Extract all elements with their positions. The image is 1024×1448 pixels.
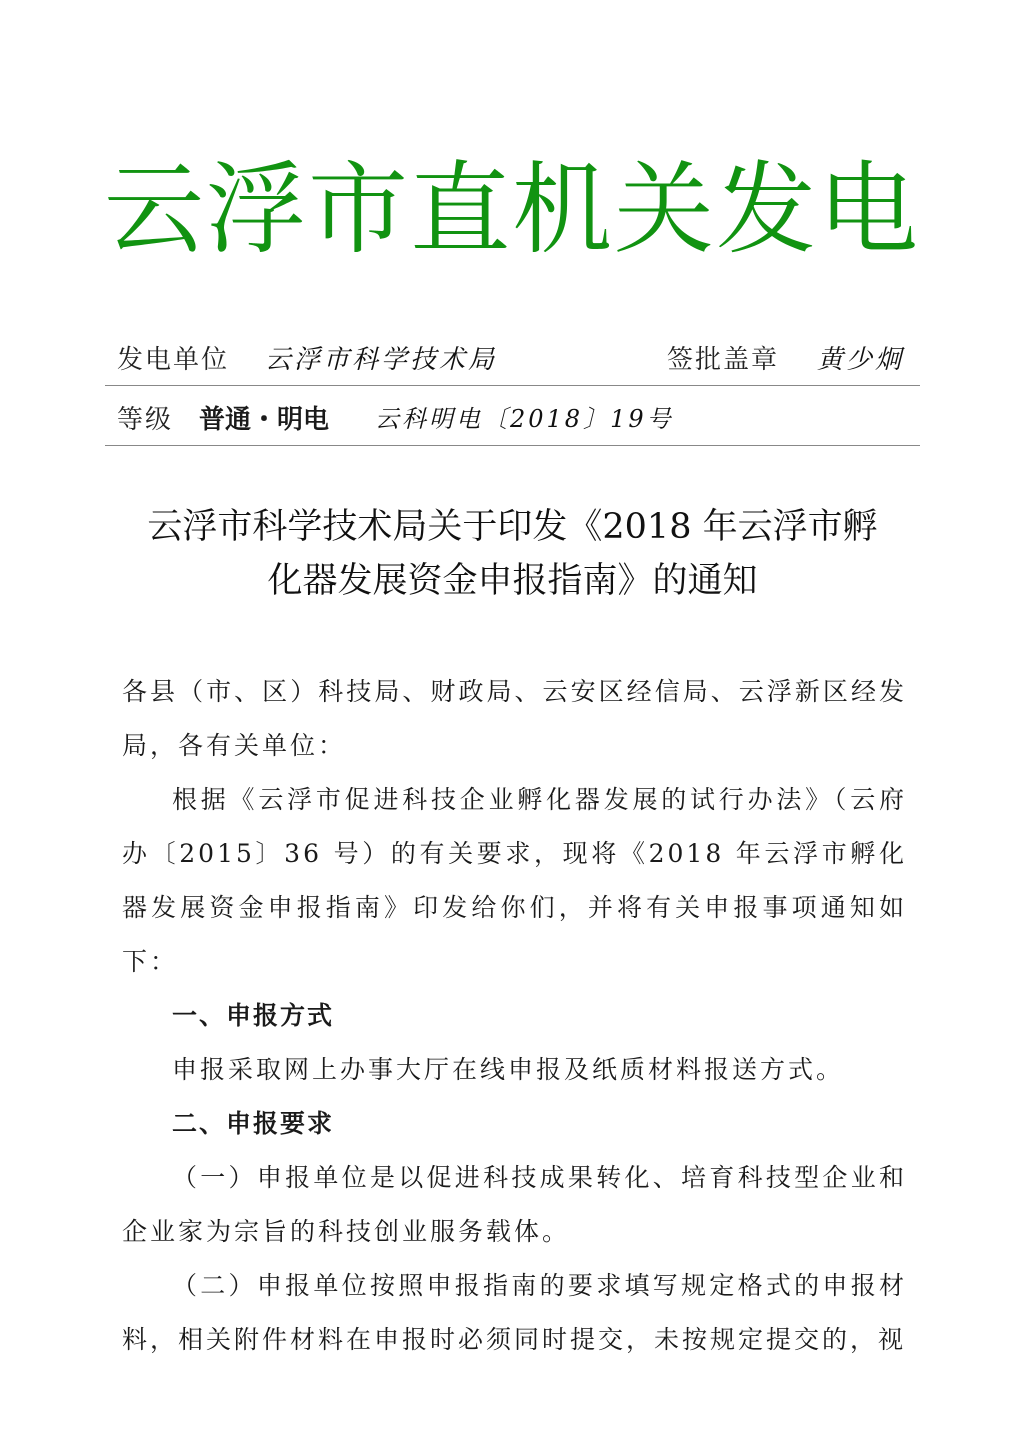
section-1-text: 申报采取网上办事大厅在线申报及纸质材料报送方式。 xyxy=(172,1055,845,1084)
approval-signature: 黄少炯 xyxy=(817,345,905,375)
document-title-line-2: 化器发展资金申报指南》的通知 xyxy=(267,561,758,601)
masthead-title: 云浮市直机关发电 xyxy=(104,151,920,268)
section-2-item-1: （一）申报单位是以促进科技成果转化、培育科技型企业和企业家为宗旨的科技创业服务载体。 xyxy=(122,1163,907,1246)
doc-number: 云科明电〔2018〕19号 xyxy=(375,405,674,433)
section-1-heading: 一、申报方式 xyxy=(172,1001,335,1030)
grade-value: 普通・明电 xyxy=(199,405,330,435)
document-title xyxy=(105,500,920,608)
document-title-line-1: 云浮市科学技术局关于印发《2018 年云浮市孵 xyxy=(147,507,878,547)
document-body xyxy=(122,665,907,1367)
grade-label: 等级 xyxy=(117,405,174,435)
addressee: 各县（市、区）科技局、财政局、云安区经信局、云浮新区经发局，各有关单位： xyxy=(122,677,907,760)
issuer-label: 发电单位 xyxy=(117,345,230,375)
approval-label: 签批盖章 xyxy=(667,345,780,375)
meta-row-issuer xyxy=(105,325,920,386)
issuer-value: 云浮市科学技术局 xyxy=(265,345,498,375)
section-2-heading: 二、申报要求 xyxy=(172,1109,335,1138)
meta-row-grade xyxy=(105,385,920,446)
section-2-item-2: （二）申报单位按照申报指南的要求填写规定格式的申报材料，相关附件材料在申报时必须同时提交，未按规定提交的，视 xyxy=(122,1271,907,1354)
intro-paragraph: 根据《云浮市促进科技企业孵化器发展的试行办法》（云府办〔2015〕36 号）的有关要求，现将《2018 年云浮市孵化器发展资金申报指南》印发给你们，并将有关申报事项通知如下： xyxy=(122,785,907,976)
